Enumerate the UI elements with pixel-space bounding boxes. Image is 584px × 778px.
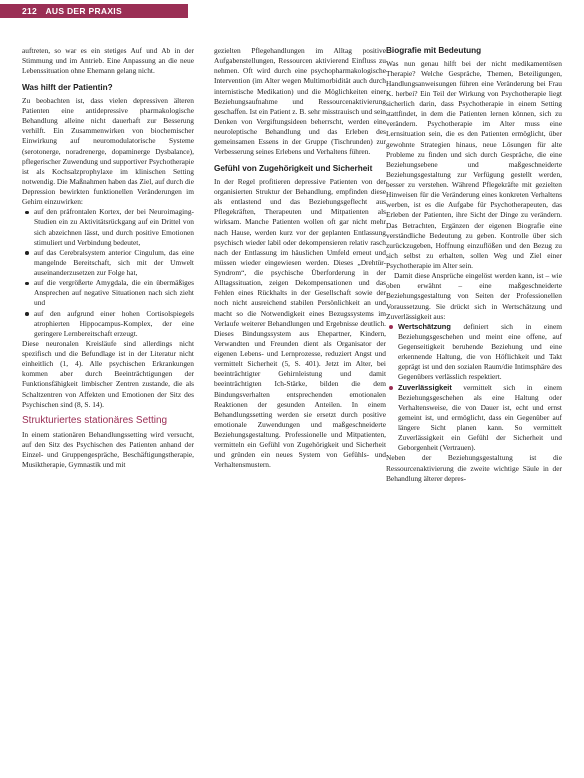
column-3 <box>386 46 562 768</box>
heading-biography: Biografie mit Bedeutung <box>386 46 482 55</box>
care-paragraph: gezielten Pflegehandlungen im Alltag positive Aufgabenstellungen, Ressourcen aktivierend Einfluss zu nehmen. Oft wird durch eine psychopharmakologische Intervention (im Alter wegen Multimorbidität auch durch internistische Medikation) und die Möglichkeiten einer Beziehungsaufnahme und Ressourcenaktivierung geschaffen. Ist ein Patient z. B. sehr misstrauisch und sein Denken von Vergiftungsideen beherrscht, werden eine neuroleptische Behandlung und das Erleben des gemeinsamen Essens in der Gruppe (Tischrunden) zur Verbesserung seines Erlebens und Verhaltens führen. <box>214 46 386 157</box>
heading-belonging-safety: Gefühl von Zugehörigkeit und Sicherheit <box>214 164 373 174</box>
list-item: auf das Cerebralsystem anterior Cingulum, das eine mangelnde Bereitschaft, sich mit der Umwelt auseinanderzusetzen zur Folge hat, <box>34 247 194 277</box>
term-text: definiert sich in einem Beziehungsgeschehen und meint eine offene, auf Gegenseitigkeit beruhende Beziehung und eine erkennende Haltung, die von Höflichkeit und Takt geprägt ist und den sozialen Raum/die Intimsphäre des Gegenübers verlässlich respektiert. <box>398 321 562 382</box>
belonging-paragraph: In der Regel profitieren depressive Patienten von der organisierten Struktur der Behandlung, empfinden diese als entlastend und das Beziehungsgeflecht aus Pflegekräften, Therapeuten und Mitpatienten als wirksam. Manche Patienten wollen oft gar nicht mehr nach Hause, werden kurz vor der geplanten Entlassung psychisch wieder labil oder dekompensieren relativ rasch nach der Entlassung im häuslichen Umfeld erneut und müssen wieder eingewiesen werden. Dieses „Drehtür-Syndrom“, die psychische Überforderung in der Alltagssituation, zeigen Dekompensationen und das Fehlen eines Rückhalts in der Gesellschaft sowie der noch nicht ausreichend stabilen Persönlichkeit an und macht so die Notwendigkeit eines Bezugssystems im Verlaufe weiterer Behandlungen und Ergebnisse deutlich. Dieses Bindungssystem aus Ehepartner, Kindern, Verwandten und Freunden dient als Organisator der eigenen Lebens- und Lernprozesse, reduziert Angst und vermittelt Sicherheit (5, S. 401). Jetzt im Alter, bei beeinträchtigter Gehirnleistung und damit beeinträchtigten Ich-Stärke, bilden die dem Bindungsverhalten entsprechenden emotionalen Reaktionen der gesunden Anteilen. In einem Behandlungssetting werden sie ersetzt durch positive emotionale Zuwendungen und maßgeschneiderte Beziehungsgestaltung. Professionelle und Mitpatienten, vermitteln ein Gefühl von Zugehörigkeit und Sicherheit und gründen ein neues System von Gefühls- und Verhaltensmustern. <box>214 176 386 470</box>
intro-paragraph: auftreten, so war es ein stetiges Auf und Ab in der Stimmung und im Antrieb. Eine Anpassung an die neue Lebenssituation ohne Ehemann gelang nicht. <box>22 46 194 76</box>
relationship-terms-list <box>386 322 562 454</box>
page-header <box>0 0 584 22</box>
page-number: 212 <box>22 6 38 16</box>
structured-setting-paragraph: In einem stationären Behandlungssetting wird versucht, auf den Sitz des Psychischen des Patienten anhand der Einzel- und Gruppengespräche, Beschäftigungstherapie, Musiktherapie, Gymnastik und mit <box>22 429 194 470</box>
resources-paragraph: Neben der Beziehungsgestaltung ist die Ressourcenaktivierung die zweite wichtige Säule in der Behandlung älterer depres- <box>386 453 562 483</box>
heading-structured-setting: Strukturiertes stationäres Setting <box>22 414 168 426</box>
header-text <box>22 4 122 18</box>
patient-help-paragraph: Zu beobachten ist, dass vielen depressiven älteren Patienten eine antidepressive pharmakologische Behandlung alleine nicht dauerhaft zur Besserung verhilft. Ein Zusammenwirken von biochemischer Einwirkung auf neuromodulatorische Systeme (serotonerge, noradrenerge, dopaminerge Dysbalance), pflegerischer Zuwendung und supportiver Psychotherapie ist als Kochsalzprophylaxe im klinischen Setting notwendig. Die Maßnahmen haben das Ziel, auf durch die Depression bewirkten funktionellen Veränderungen im Gehirn einzuwirken: <box>22 95 194 207</box>
relationship-paragraph: Damit diese Ansprüche eingelöst werden kann, ist – wie oben erwähnt – eine maßgeschneiderte Beziehungsgestaltung von Seiten der Professionellen Voraussetzung. Sie drückt sich in Wertschätzung und Zuverlässigkeit aus: <box>386 271 562 321</box>
brain-effects-list <box>22 207 194 339</box>
list-item: auf den aufgrund einer hohen Cortisolspiegels atrophierten Hippocampus-Komplex, der eine geringere Lernbereitschaft erzeugt. <box>34 308 194 338</box>
column-2 <box>214 46 386 768</box>
term-label: Wertschätzung <box>398 321 451 331</box>
list-item: auf den präfrontalen Kortex, der bei Neuroimaging-Studien ein zu Aktivitätsrückgang auf ein Drittel von sich abzeichnen lässt, und durch positive Emotionen stimuliert und Verbindung bedeutet, <box>34 207 194 247</box>
list-item: auf die vergrößerte Amygdala, die ein übermäßiges Ansprechen auf negative Situationen nach sich zieht und <box>34 278 194 308</box>
list-item <box>398 322 562 383</box>
heading-patient-help: Was hilft der Patientin? <box>22 83 113 93</box>
list-item <box>398 383 562 454</box>
biography-paragraph: Was nun genau hilft bei der nicht medikamentösen Therapie? Welche Gespräche, Themen, Beteiligungen, Handlungsanweisungen führen eine Veränderung bei Frau K. herbei? Ein Teil der Wirkung von Psychotherapie liegt sicherlich darin, dass Psychotherapie in einem Setting stattfindet, in dem die Patienten lernen können, sich zu verändern. Psychotherapie im Alter muss eine Lernsituation sein, die es den Patienten ermöglicht, über gewohnte Strategien hinaus, neue Lösungen für alte Probleme zu finden und sich durch Gespräche, die eine Beziehungsebene und maßgeschneiderte Beziehungsgestaltung zur Verfügung gestellt werden, besser zu verstehen. Während Pflegekräfte mit gezielten Hinweisen für die Veränderung eines konkreten Verhaltens werben, ist es die Aufgabe für Psychotherapeuten, das Erleben der Patienten, ihre Sicht der Dinge zu verändern. Das Betrachten, Ergänzen der eigenen Biografie eine verständliche Bedeutung zu geben. Kontrolle über sich zurückzugeben, Hoffnung einzuflößen und den Bezug zu sich selbst zu erhalten, sollen Weg und Ziel einer Psychotherapie im Alter sein. <box>386 58 562 270</box>
term-text: vermittelt sich in einem Beziehungsgeschehen als eine Haltung oder Verhaltensweise, die von Dauer ist, echt und ernst gemeint ist, und ermöglicht, dass ein Gegenüber auf längere Sicht planen kann. So vermittelt Zuverlässigkeit ein Gefühl der Sicherheit und Geborgenheit (Vertrauen). <box>398 382 562 453</box>
term-label: Zuverlässigkeit <box>398 382 452 392</box>
section-title: AUS DER PRAXIS <box>45 6 122 16</box>
column-1 <box>22 46 194 768</box>
limbic-paragraph: Diese neuronalen Kreisläufe sind allerdings nicht spezifisch und die Befundlage ist in der Literatur nicht einheitlich (1, 4). Alle psychischen Erkrankungen kommen aber durch Beeinträchtigungen der Funktionsfähigkeit limbischer Zentren zustande, die als Schaltzentren von Affekten und Emotionen der Sitz des Psychischen sind (8, S. 14). <box>22 338 194 409</box>
